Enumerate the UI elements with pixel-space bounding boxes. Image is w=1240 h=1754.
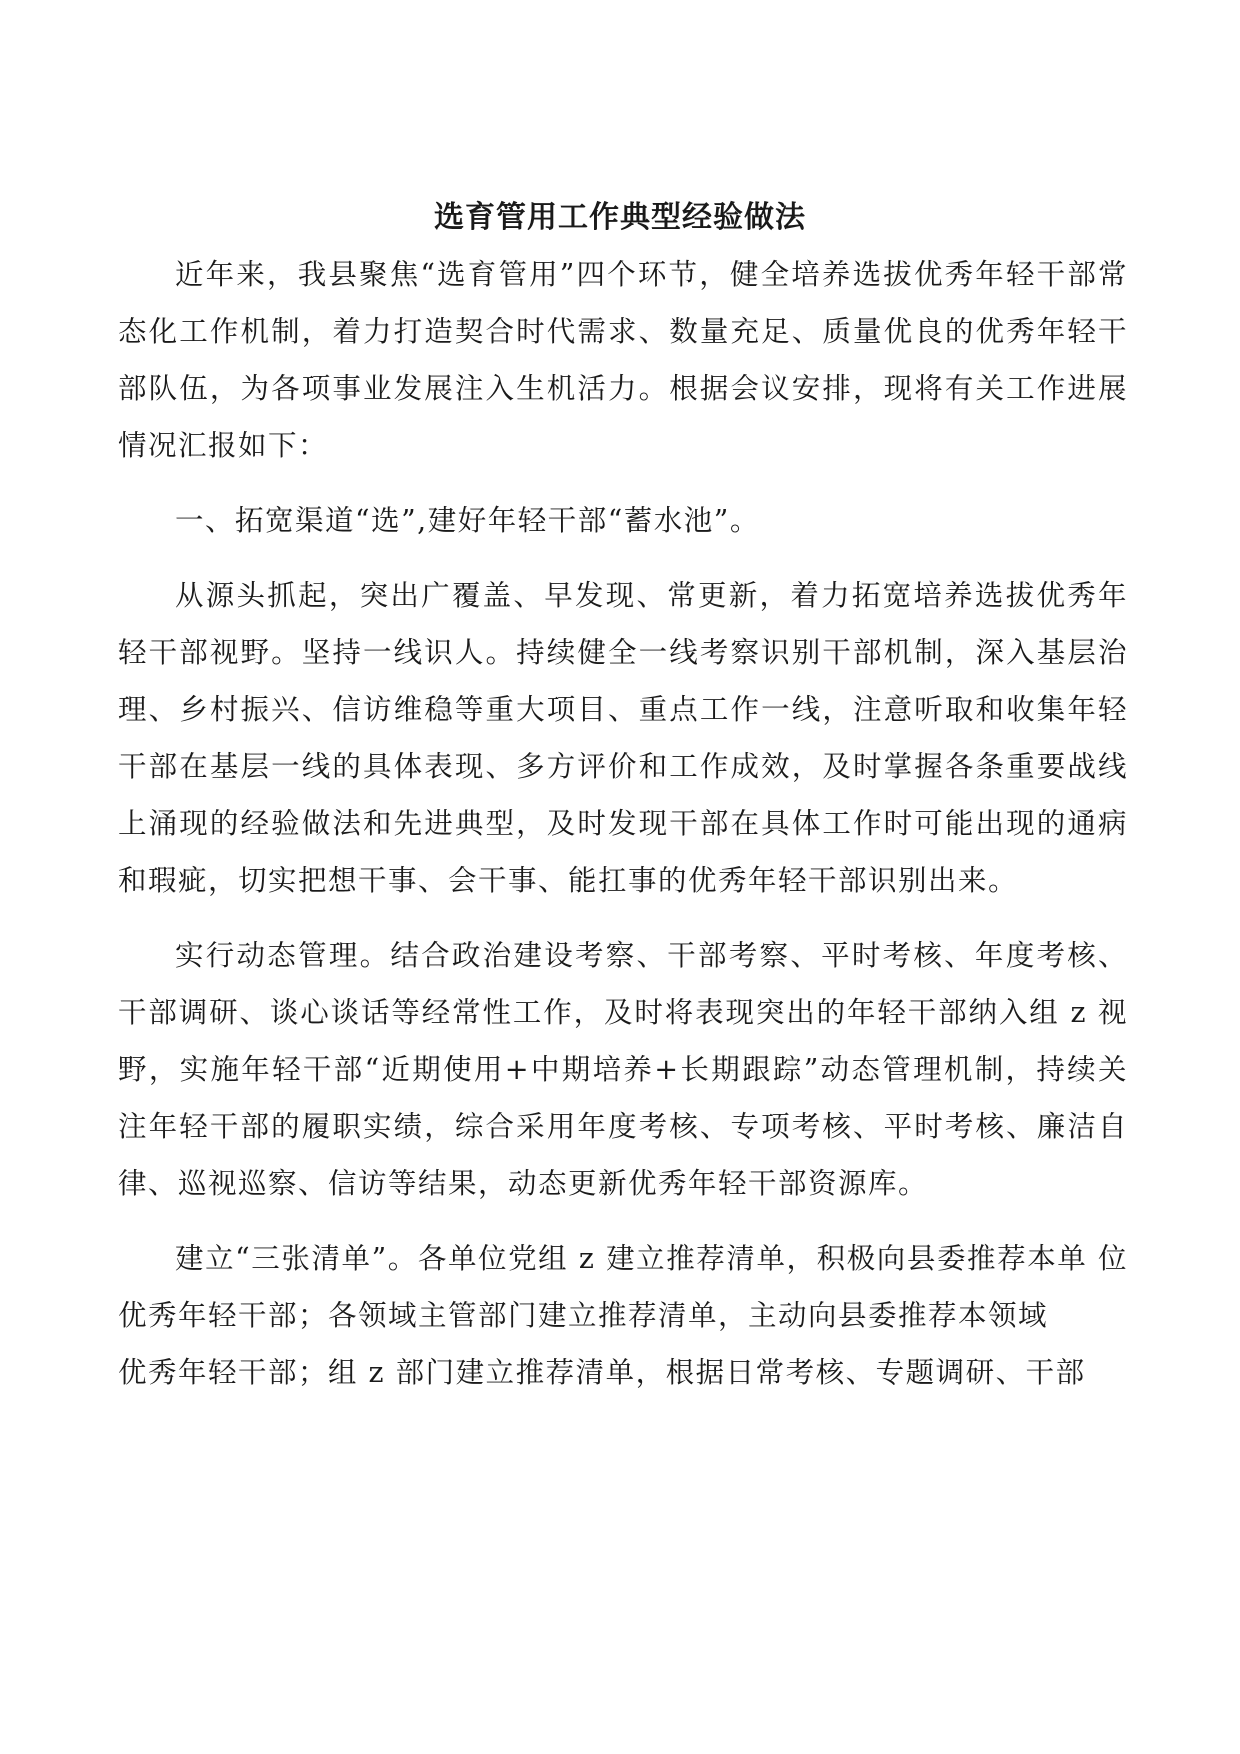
paragraph-three-lists: 建立“三张清单”。各单位党组 z 建立推荐清单，积极向县委推荐本单 位优秀年轻干部；各领域主管部门建立推荐清单，主动向县委推荐本领域 (118, 1242, 1128, 1332)
section-heading-1: 一、拓宽渠道“选”,建好年轻干部“蓄水池”。 (175, 504, 760, 537)
paragraph-dynamic-management: 实行动态管理。结合政治建设考察、干部考察、平时考核、年度考核、干部调研、谈心谈话等经常性工作，及时将表现突出的年轻干部纳入组 z 视野，实施年轻干部“近期使用+中期培养+长期跟踪”动态管理机制，持续关注年轻干部的履职实绩，综合采用年度考核、专项考核、平时考核、廉洁自律、巡视巡察、信访等结果，动态更新优秀年轻干部资源库。 (118, 939, 1128, 1200)
paragraph-source: 从源头抓起，突出广覆盖、早发现、常更新，着力拓宽培养选拔优秀年轻干部视野。坚持一线识人。持续健全一线考察识别干部机制，深入基层治理、乡村振兴、信访维稳等重大项目、重点工作一线，注意听取和收集年轻干部在基层一线的具体表现、多方评价和工作成效，及时掌握各条重要战线上涌现的经验做法和先进典型，及时发现干部在具体工作时可能出现的通病和瑕疵，切实把想干事、会干事、能扛事的优秀年轻干部识别出来。 (118, 579, 1128, 897)
paragraph-intro: 近年来，我县聚焦“选育管用”四个环节，健全培养选拔优秀年轻干部常态化工作机制，着力打造契合时代需求、数量充足、质量优良的优秀年轻干部队伍，为各项事业发展注入生机活力。根据会议安排，现将有关工作进展情况汇报如下： (118, 258, 1128, 462)
paragraph-continued: 优秀年轻干部；组 z 部门建立推荐清单，根据日常考核、专题调研、干部 (118, 1356, 1086, 1389)
document-body (118, 246, 1128, 1401)
document-title: 选育管用工作典型经验做法 (434, 200, 806, 236)
